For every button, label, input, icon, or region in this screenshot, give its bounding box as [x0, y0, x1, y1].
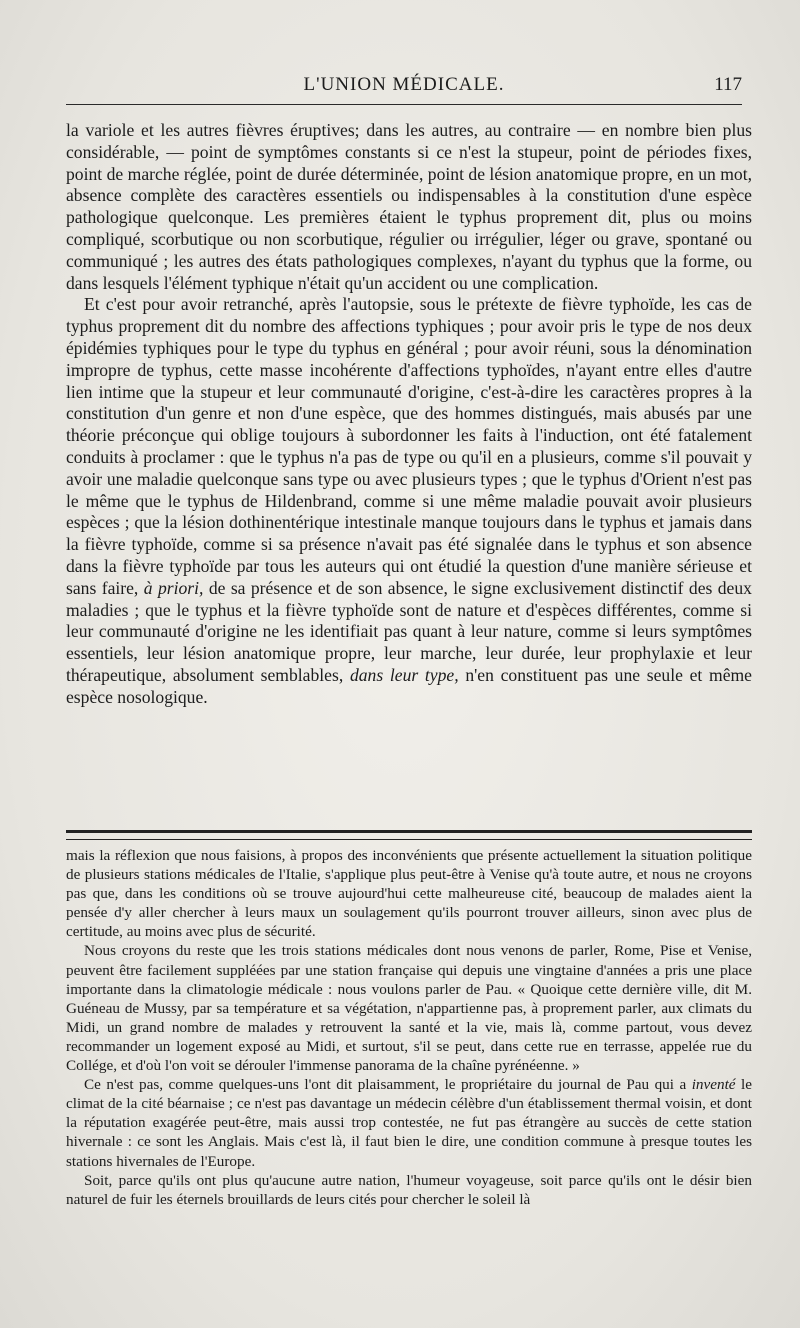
feuilleton-emphasis: inventé	[691, 1076, 736, 1094]
running-title: L'UNION MÉDICALE.	[303, 74, 505, 95]
article-text: n'en constituent pas une seule et même espèce nosologique.	[66, 664, 752, 707]
article-text: de sa présence et de son absence, le signe exclusivement distinctif des deux maladies ; que le typhus et la fièvre typhoïde sont de nature et d'espèces différentes, comme si leur communauté d'origine ne les identifiait pas quant à leur nature, comme si leurs symptômes essentiels, leur lésion anatomique propre, leur marche, leur durée, leur prophylaxie et leur thérapeutique, absolument semblables,	[66, 577, 752, 685]
feuilleton-text: le climat de la cité béarnaise ; ce n'est pas davantage un médecin célèbre d'un établissement thermal voisin, et dont la réputation exagérée peut-être, mais aussi trop contestée, ne fut pas étrangère au succès de cette station hivernale : ce sont les Anglais. Mais c'est là, il faut bien le dire, une condition commune à presque toutes les stations hivernales de l'Europe.	[66, 1076, 753, 1170]
feuilleton-text: Ce n'est pas, comme quelques-uns l'ont dit plaisamment, le propriétaire du journal de Pau qui a	[84, 1076, 687, 1094]
page-header	[66, 74, 742, 102]
feuilleton-paragraph	[66, 1075, 752, 1170]
article-text: Et c'est pour avoir retranché, après l'autopsie, sous le prétexte de fièvre typhoïde, les cas de typhus proprement dit du nombre des affections typhiques ; pour avoir pris le type de nos deux épidémies typhiques pour le type du typhus en général ; pour avoir réuni, sous la dénomination impropre de typhus, cette masse incohérente d'affections typhoïdes, n'ayant entre elles d'autre lien intime que la stupeur et leur communauté d'origine, c'est-à-dire les caractères propres à la constitution d'un genre et non d'une espèce, que des hommes distingués, mais abusés par une théorie préconçue qui oblige toujours à subordonner les faits à l'induction, ont été fatalement conduits à proclamer : que le typhus n'a pas de type ou qu'il en a plusieurs, comme s'il pouvait y avoir une maladie quelconque sans type ou avec plusieurs types ; que le typhus d'Orient n'est pas le même que le typhus de Hildenbrand, comme si une même maladie pouvait avoir plusieurs espèces ; que la lésion dothinentérique intestinale manque toujours dans le typhus et jamais dans la fièvre typhoïde, comme si sa présence n'avait pas été signalée dans le typhus et son absence dans la fièvre typhoïde par tous les auteurs qui ont étudié la question d'une manière sérieuse et sans faire,	[66, 294, 752, 598]
feuilleton-separator	[66, 830, 752, 840]
page-number: 117	[714, 74, 742, 95]
article-emphasis: dans leur type,	[349, 664, 459, 685]
feuilleton-paragraph: mais la réflexion que nous faisions, à propos des inconvénients que présente actuellement la situation politique de plusieurs stations médicales de l'Italie, s'applique plus peut-être à Venise qu'à toute autre, et nous ne croyons pas que, dans les conditions où se trouve aujourd'hui cette malheureuse cité, beaucoup de malades aient la pensée d'y aller chercher à leurs maux un soulagement qu'ils pourront trouver ailleurs, sinon avec plus de certitude, au moins avec plus de sécurité.	[66, 847, 752, 941]
feuilleton-body	[66, 846, 752, 1209]
article-paragraph: la variole et les autres fièvres éruptives; dans les autres, au contraire — en nombre bien plus considérable, — point de symptômes constants si ce n'est la stupeur, point de périodes fixes, point de marche réglée, point de durée déterminée, point de lésion anatomique propre, en un mot, absence complète des caractères essentiels ou indispensables à la constitution d'une espèce pathologique quelconque. Les premières étaient le typhus proprement dit, plus ou moins compliqué, scorbutique ou non scorbutique, régulier ou irrégulier, léger ou grave, spontané ou communiqué ; les autres des états pathologiques complexes, n'ayant du typhus que la forme, ou dans lesquels l'élément typhique n'était qu'un accident ou une complication.	[66, 120, 752, 293]
article-paragraph	[66, 294, 752, 708]
feuilleton-paragraph: Nous croyons du reste que les trois stations médicales dont nous venons de parler, Rome, Pise et Venise, peuvent être facilement suppléées par une station française qui depuis une vingtaine d'années a pris une place importante dans la climatologie médicale : nous voulons parler de Pau. « Quoique cette dernière ville, dit M. Guéneau de Mussy, par sa température et sa végétation, n'appartienne pas, à proprement parler, aux climats du Midi, un grand nombre de malades y retrouvent la santé et la vie, mais là, comme partout, vous devez recommander un logement exposé au Midi, et surtout, s'il se peut, dans cette rue en terrasse, appelée rue du Collége, et d'où l'on voit se dérouler l'immense panorama de la chaîne pyrénéenne. »	[66, 942, 752, 1075]
article-emphasis: à priori,	[143, 577, 204, 598]
header-rule	[66, 104, 742, 105]
feuilleton-paragraph: Soit, parce qu'ils ont plus qu'aucune autre nation, l'humeur voyageuse, soit parce qu'ils ont le désir bien naturel de fuir les éternels brouillards de leurs cités pour chercher le soleil là	[66, 1171, 752, 1208]
article-body	[66, 120, 752, 709]
